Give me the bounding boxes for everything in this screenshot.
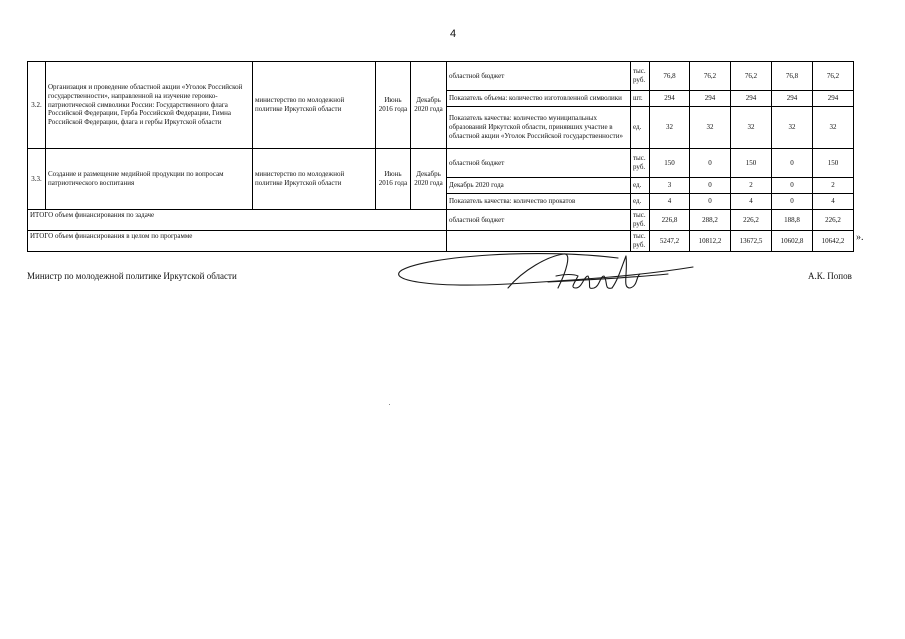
total-task-label: ИТОГО объем финансирования по задаче <box>28 210 447 231</box>
value-cell: 2 <box>813 178 854 194</box>
indicator: областной бюджет <box>447 210 631 231</box>
unit: тыс. руб. <box>631 210 650 231</box>
end-date: Декабрь 2020 года <box>411 62 447 149</box>
value-cell: 226,2 <box>813 210 854 231</box>
unit: тыс. руб. <box>631 231 650 252</box>
value-cell: 0 <box>772 149 813 178</box>
start-date: Июнь 2016 года <box>376 62 411 149</box>
value-cell: 0 <box>690 149 731 178</box>
executor: министерство по молодежной политике Иркутской области <box>253 149 376 210</box>
measure-name: Организация и проведение областной акции «Уголок Российской государственности», направленной на изучение героико-патриотической символики России: Государственного флага Российской Федерации, Герба Российской Федерации, Гимна Российской Федерации, флага и гербы Иркутской области <box>46 62 253 149</box>
value-cell: 294 <box>772 91 813 107</box>
unit: тыс. руб. <box>631 62 650 91</box>
value-cell: 10812,2 <box>690 231 731 252</box>
value-cell: 0 <box>690 178 731 194</box>
unit: шт. <box>631 91 650 107</box>
value-cell: 32 <box>731 107 772 149</box>
table-row <box>28 62 854 91</box>
table-row <box>28 149 854 178</box>
value-cell: 76,2 <box>690 62 731 91</box>
stray-mark <box>389 404 390 405</box>
unit: ед. <box>631 194 650 210</box>
unit: ед. <box>631 178 650 194</box>
value-cell: 32 <box>690 107 731 149</box>
value-cell: 0 <box>772 178 813 194</box>
value-cell: 2 <box>731 178 772 194</box>
value-cell: 150 <box>813 149 854 178</box>
value-cell: 0 <box>772 194 813 210</box>
page-number: 4 <box>449 28 457 40</box>
value-cell: 32 <box>813 107 854 149</box>
value-cell: 288,2 <box>690 210 731 231</box>
value-cell: 226,8 <box>650 210 690 231</box>
value-cell: 32 <box>650 107 690 149</box>
value-cell: 5247,2 <box>650 231 690 252</box>
value-cell: 76,2 <box>813 62 854 91</box>
value-cell: 4 <box>731 194 772 210</box>
value-cell: 76,2 <box>731 62 772 91</box>
unit: ед. <box>631 107 650 149</box>
value-cell: 76,8 <box>650 62 690 91</box>
signature-image <box>388 244 698 312</box>
value-cell: 294 <box>690 91 731 107</box>
end-date: Декабрь 2020 года <box>411 149 447 210</box>
value-cell: 13672,5 <box>731 231 772 252</box>
minister-name: А.К. Попов <box>808 271 852 281</box>
unit: тыс. руб. <box>631 149 650 178</box>
value-cell: 294 <box>813 91 854 107</box>
value-cell: 10602,8 <box>772 231 813 252</box>
minister-position: Министр по молодежной политике Иркутской области <box>27 271 237 281</box>
value-cell: 4 <box>650 194 690 210</box>
value-cell: 150 <box>731 149 772 178</box>
value-cell: 3 <box>650 178 690 194</box>
value-cell: 294 <box>731 91 772 107</box>
value-cell: 32 <box>772 107 813 149</box>
row-number: 3.3. <box>28 149 46 210</box>
value-cell: 188,8 <box>772 210 813 231</box>
executor: министерство по молодежной политике Иркутской области <box>253 62 376 149</box>
value-cell: 150 <box>650 149 690 178</box>
indicator: Показатель качества: количество муниципальных образований Иркутской области, принявших участие в областной акции «Уголок Российской государственности» <box>447 107 631 149</box>
closing-quote: ». <box>856 232 864 243</box>
value-cell: 4 <box>813 194 854 210</box>
table-row-total-task <box>28 210 854 231</box>
measure-name: Создание и размещение медийной продукции по вопросам патриотического воспитания <box>46 149 253 210</box>
program-table <box>27 61 854 252</box>
indicator: Декабрь 2020 года <box>447 178 631 194</box>
value-cell: 0 <box>690 194 731 210</box>
indicator: Показатель объема: количество изготовленной символики <box>447 91 631 107</box>
indicator: областной бюджет <box>447 62 631 91</box>
indicator: Показатель качества: количество прокатов <box>447 194 631 210</box>
indicator: областной бюджет <box>447 149 631 178</box>
value-cell: 294 <box>650 91 690 107</box>
total-program-label: ИТОГО объем финансирования в целом по программе <box>28 231 447 252</box>
value-cell: 76,8 <box>772 62 813 91</box>
start-date: Июнь 2016 года <box>376 149 411 210</box>
value-cell: 10642,2 <box>813 231 854 252</box>
value-cell: 226,2 <box>731 210 772 231</box>
row-number: 3.2. <box>28 62 46 149</box>
